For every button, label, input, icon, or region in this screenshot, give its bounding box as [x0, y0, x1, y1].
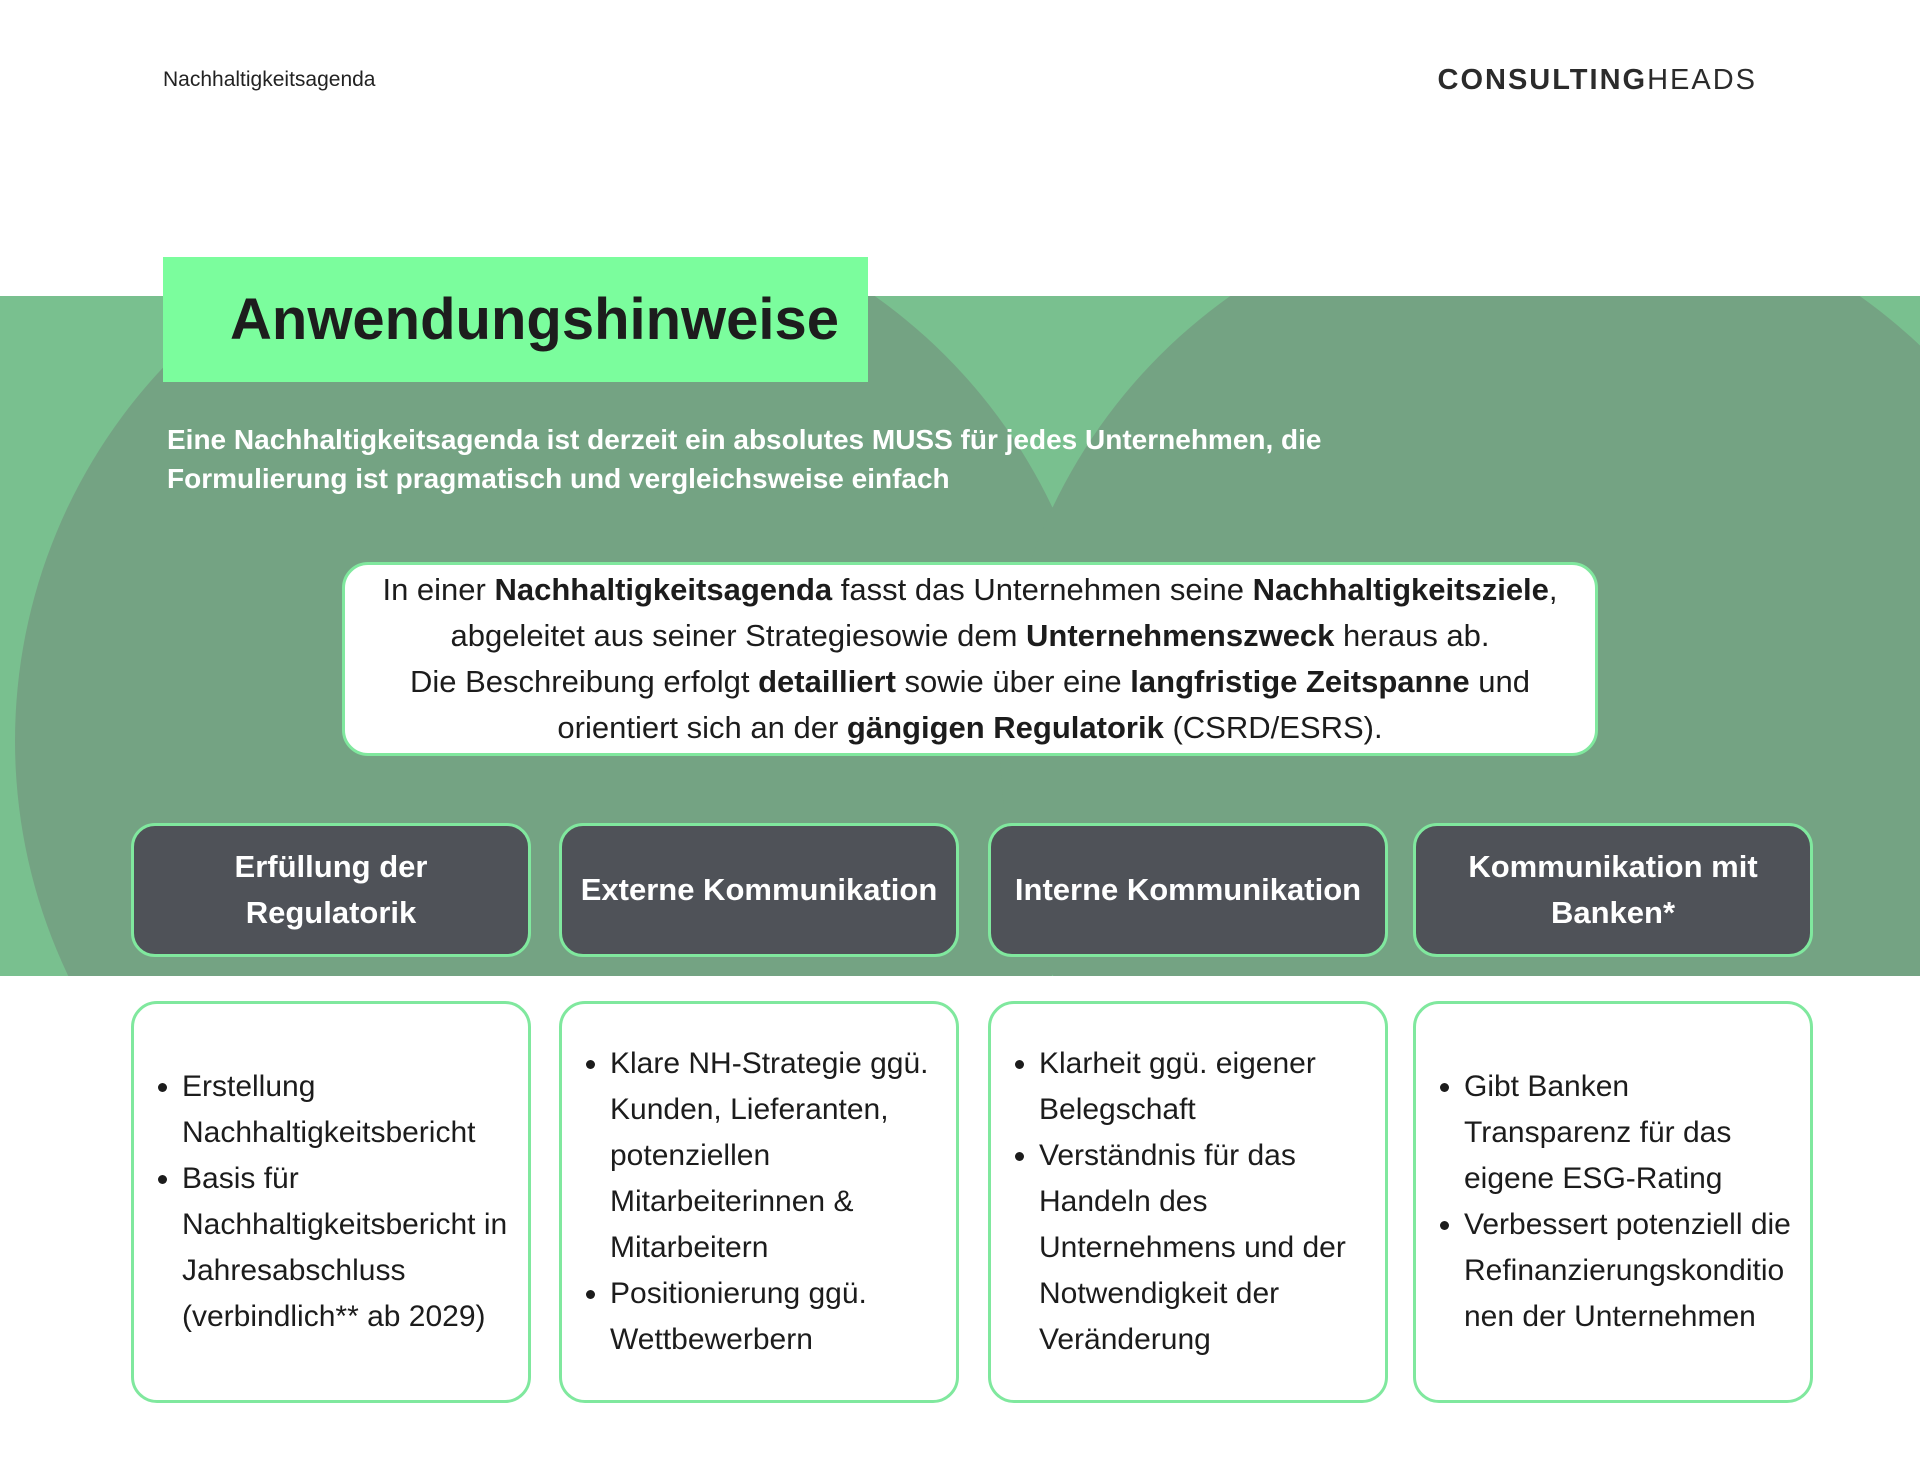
list-item — [1039, 1133, 1371, 1363]
definition-emphasis: Nachhaltigkeitsziele — [1252, 572, 1549, 607]
definition-emphasis: Nachhaltigkeitsagenda — [494, 572, 833, 607]
definition-emphasis: Unternehmenszweck — [1026, 618, 1335, 653]
definition-text-segment: (CSRD/ESRS). — [1163, 710, 1383, 745]
definition-text-segment: heraus ab. — [1334, 618, 1490, 653]
page-title-box — [163, 257, 868, 382]
definition-line-2 — [382, 613, 1557, 659]
list-item-text: Positionierung ggü. Wettbewerbern — [610, 1277, 867, 1356]
column-card-externe-kommunikation — [559, 1001, 959, 1403]
definition-text-segment: sowie über eine — [895, 664, 1131, 699]
list-item-text: Erstellung Nachhaltigkeitsbericht — [182, 1070, 476, 1149]
definition-text — [382, 567, 1557, 751]
list-item — [1464, 1202, 1796, 1340]
definition-text-segment: abgeleitet aus seiner Strategiesowie dem — [450, 618, 1027, 653]
bullet-list — [584, 1041, 942, 1363]
column-card-regulatorik — [131, 1001, 531, 1403]
column-heading-regulatorik: Erfüllung der Regulatorik — [131, 823, 531, 957]
list-item-text: Gibt Banken Transparenz für das eigene ESG-Rating — [1464, 1070, 1732, 1195]
company-logo — [1438, 64, 1757, 97]
column-heading-interne-kommunikation: Interne Kommunikation — [988, 823, 1388, 957]
intro-line-2: Formulierung ist pragmatisch und vergleichsweise einfach — [167, 463, 950, 494]
definition-line-1 — [382, 567, 1557, 613]
list-item-text: Basis für Nachhaltigkeitsbericht in Jahresabschluss (verbindlich** ab 2029) — [182, 1162, 508, 1333]
column-heading-banken: Kommunikation mit Banken* — [1413, 823, 1813, 957]
logo-light-text: HEADS — [1647, 64, 1757, 96]
column-heading-externe-kommunikation: Externe Kommunikation — [559, 823, 959, 957]
list-item — [182, 1064, 514, 1156]
bullet-list — [156, 1064, 514, 1340]
list-item-text: Klare NH-Strategie ggü. Kunden, Lieferanten, potenziellen Mitarbeiterinnen & Mitarbeitern — [610, 1047, 929, 1264]
definition-line-3 — [382, 659, 1557, 705]
list-item — [1464, 1064, 1796, 1202]
list-item — [1039, 1041, 1371, 1133]
intro-line-1: Eine Nachhaltigkeitsagenda ist derzeit ein absolutes MUSS für jedes Unternehmen, die — [167, 424, 1322, 455]
logo-bold-text: CONSULTING — [1437, 64, 1648, 96]
document-label: Nachhaltigkeitsagenda — [163, 68, 376, 91]
definition-box — [342, 562, 1598, 756]
column-card-interne-kommunikation — [988, 1001, 1388, 1403]
list-item-text: Klarheit ggü. eigener Belegschaft — [1039, 1047, 1316, 1126]
definition-line-4 — [382, 705, 1557, 751]
page-title: Anwendungshinweise — [230, 287, 840, 352]
column-card-banken — [1413, 1001, 1813, 1403]
bullet-list — [1438, 1064, 1796, 1340]
list-item — [610, 1271, 942, 1363]
definition-emphasis: gängigen Regulatorik — [846, 710, 1164, 745]
definition-text-segment: , — [1548, 572, 1558, 607]
list-item — [182, 1156, 514, 1340]
definition-text-segment: fasst das Unternehmen seine — [832, 572, 1253, 607]
list-item — [610, 1041, 942, 1271]
definition-emphasis: detailliert — [758, 664, 896, 699]
bullet-list — [1013, 1041, 1371, 1363]
definition-text-segment: orientiert sich an der — [557, 710, 847, 745]
definition-text-segment: und — [1469, 664, 1530, 699]
definition-text-segment: Die Beschreibung erfolgt — [410, 664, 759, 699]
definition-text-segment: In einer — [382, 572, 495, 607]
definition-emphasis: langfristige Zeitspanne — [1130, 664, 1470, 699]
list-item-text: Verständnis für das Handeln des Unternehmens und der Notwendigkeit der Veränderung — [1039, 1139, 1346, 1356]
list-item-text: Verbessert potenziell die Refinanzierungskonditionen der Unternehmen — [1464, 1208, 1791, 1333]
intro-text — [167, 420, 1347, 498]
